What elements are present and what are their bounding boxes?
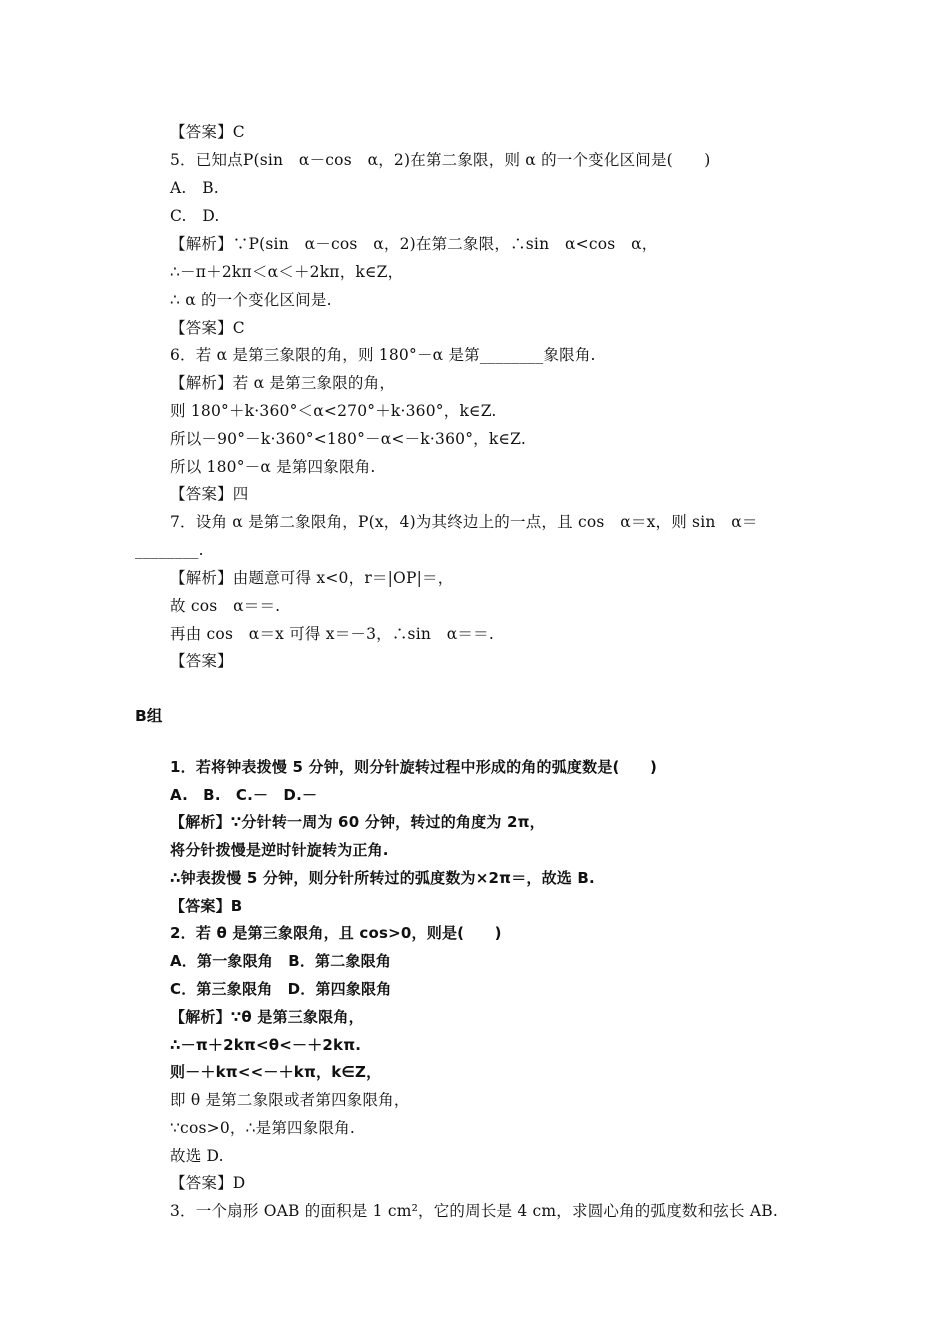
answer-line: 【答案】C (170, 123, 245, 141)
answer-line: 【答案】四 (170, 485, 249, 503)
analysis-line: 所以－90°－k·360°<180°－α<－k·360°，k∈Z. (170, 430, 526, 448)
question-b1: 1．若将钟表拨慢 5 分钟，则分针旋转过程中形成的角的弧度数是( ) (170, 758, 658, 776)
analysis-line: ∴ α 的一个变化区间是. (170, 291, 332, 309)
question-b2: 2．若 θ 是第三象限角，且 cos>0，则是( ) (170, 924, 502, 942)
analysis-line: ∵cos>0，∴是第四象限角. (170, 1119, 355, 1137)
analysis-line: 则 180°＋k·360°＜α<270°＋k·360°，k∈Z. (170, 402, 497, 420)
options-cd: C. D. (170, 207, 220, 225)
analysis-line: 再由 cos α＝x 可得 x＝－3，∴sin α＝＝. (170, 625, 494, 643)
answer-line: 【答案】C (170, 319, 245, 337)
answer-line: 【答案】B (170, 897, 243, 915)
analysis-line: ∴－π＋2kπ<θ<－＋2kπ. (170, 1036, 362, 1054)
question-b3: 3．一个扇形 OAB 的面积是 1 cm²，它的周长是 4 cm，求圆心角的弧度数和弦长 AB. (170, 1202, 778, 1220)
question-7-blank: ________. (135, 541, 204, 559)
options-ab: A. B. (170, 179, 219, 197)
analysis-line: 故选 D. (170, 1147, 224, 1165)
analysis-line: 【解析】若 α 是第三象限的角， (170, 374, 396, 392)
section-b-title: B组 (135, 707, 163, 725)
answer-line: 【答案】 (170, 652, 233, 670)
analysis-line: 【解析】∵θ 是第三象限角， (170, 1008, 364, 1026)
options-line: A．第一象限角 B．第二象限角 (170, 952, 392, 970)
analysis-line: 所以 180°－α 是第四象限角. (170, 458, 376, 476)
analysis-line: 则－＋kπ<<－＋kπ，k∈Z， (170, 1063, 382, 1081)
analysis-line: 将分针拨慢是逆时针旋转为正角. (170, 841, 389, 859)
analysis-line: 即 θ 是第二象限或者第四象限角， (170, 1091, 410, 1109)
analysis-line: 【解析】∵分针转一周为 60 分钟，转过的角度为 2π， (170, 813, 545, 831)
question-7: 7．设角 α 是第二象限角，P(x，4)为其终边上的一点，且 cos α＝x，则 sin α＝ (170, 513, 758, 531)
answer-line: 【答案】D (170, 1174, 246, 1192)
question-6: 6．若 α 是第三象限的角，则 180°－α 是第________象限角. (170, 346, 596, 364)
analysis-line: ∴－π＋2kπ＜α＜＋2kπ，k∈Z， (170, 263, 404, 281)
question-5: 5．已知点P(sin α－cos α，2)在第二象限，则 α 的一个变化区间是( ) (170, 151, 711, 169)
analysis-line: 【解析】∵P(sin α－cos α，2)在第二象限，∴sin α<cos α， (170, 235, 658, 253)
analysis-line: 故 cos α＝＝. (170, 597, 281, 615)
analysis-line: ∴钟表拨慢 5 分钟，则分针所转过的弧度数为×2π＝，故选 B. (170, 869, 595, 887)
analysis-line: 【解析】由题意可得 x<0，r＝|OP|＝， (170, 569, 454, 587)
options-line: A. B. C.－ D.－ (170, 786, 318, 804)
options-line: C．第三象限角 D．第四象限角 (170, 980, 392, 998)
